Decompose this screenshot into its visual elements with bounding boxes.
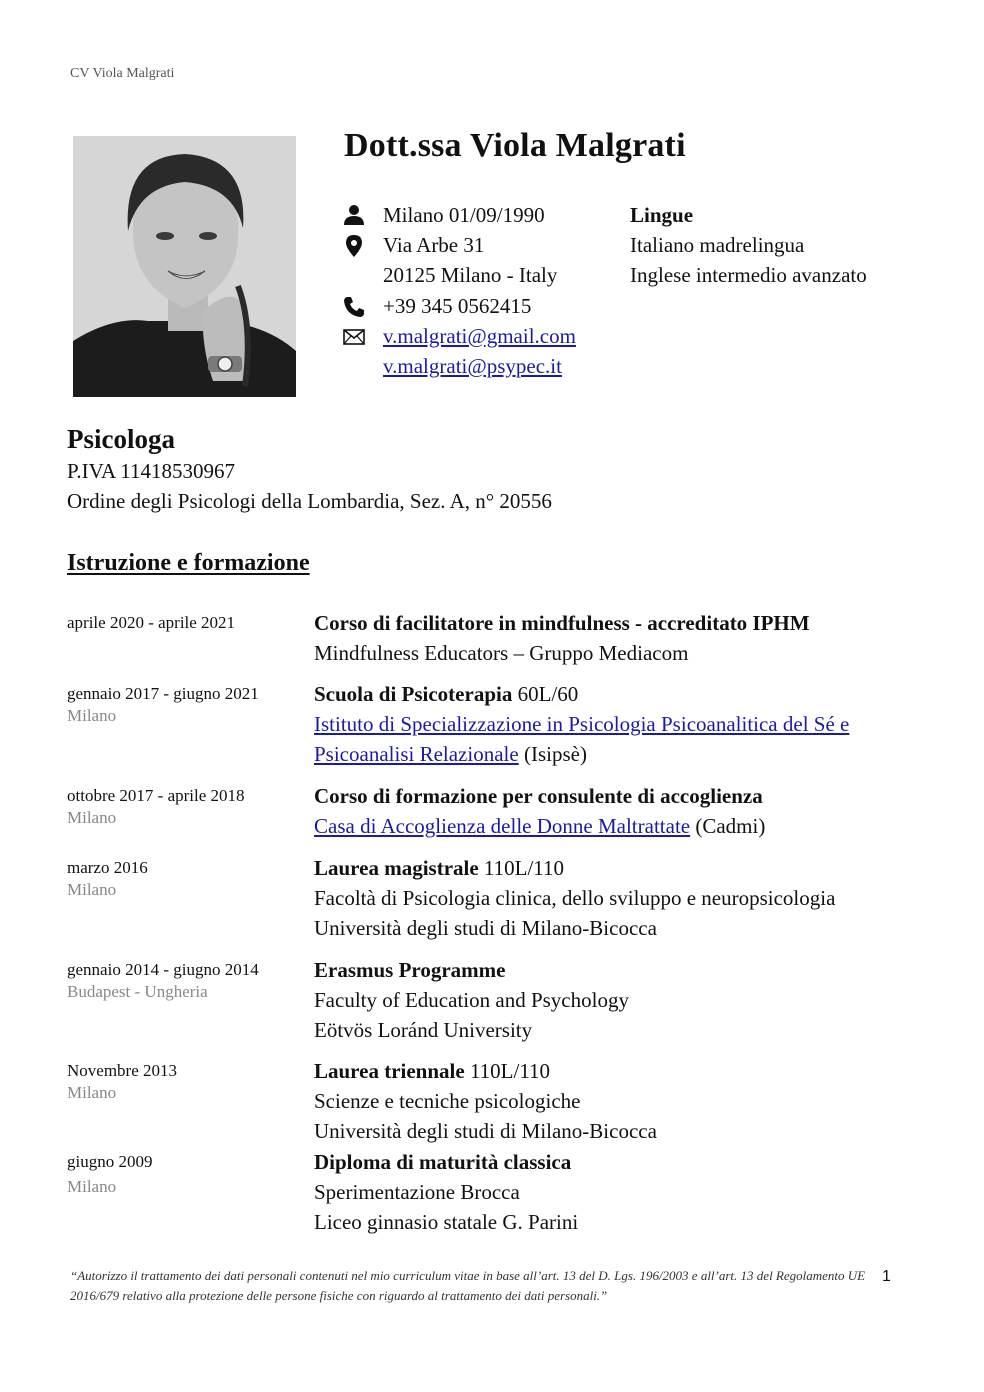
entry-detail: Sperimentazione Brocca — [314, 1180, 520, 1205]
entry-date: marzo 2016 — [67, 858, 148, 877]
languages — [630, 200, 867, 291]
entry-date: giugno 2009 — [67, 1152, 153, 1171]
entry-date: gennaio 2014 - giugno 2014 — [67, 960, 259, 979]
entry-title: Corso di facilitatore in mindfulness - accreditato IPHM — [314, 611, 810, 635]
entry-place: Milano — [67, 1083, 117, 1102]
entry-place: Milano — [67, 808, 117, 827]
entry-institution: Università degli studi di Milano-Bicocca — [314, 916, 657, 941]
privacy-consent-note: “Autorizzo il trattamento dei dati personali contenuti nel mio curriculum vitae in base all’art. 13 del D. Lgs. 196/2003 e all’art. 13 del Regolamento UE 2016/679 relativo alla protezione delle persone fisiche con riguardo al trattamento dei dati personali.” — [70, 1268, 866, 1303]
profession-title: Psicologa — [67, 424, 175, 454]
vat-number: P.IVA 11418530967 — [67, 459, 236, 483]
language-item: Inglese intermedio avanzato — [630, 263, 867, 288]
entry-title: Corso di formazione per consulente di accoglienza — [314, 784, 763, 808]
entry-grade: 110L/110 — [464, 1059, 551, 1083]
birth-row — [340, 200, 576, 230]
institution-link[interactable]: Istituto di Specializzazione in Psicologia Psicoanalitica del Sé e Psicoanalisi Relazionale — [314, 712, 850, 767]
entry-grade: 60L/60 — [512, 682, 579, 706]
institution-abbr: (Isipsè) — [518, 742, 587, 767]
address-line2: 20125 Milano - Italy — [383, 263, 558, 288]
envelope-icon — [342, 325, 366, 349]
person-icon — [342, 204, 366, 228]
entry-institution: Università degli studi di Milano-Bicocca — [314, 1119, 657, 1144]
entry-place: Milano — [67, 706, 117, 725]
profession-block — [67, 422, 552, 516]
entry-detail: Facoltà di Psicologia clinica, dello sviluppo e neuropsicologia — [314, 886, 836, 911]
location-pin-icon — [342, 234, 366, 258]
institution-abbr: (Cadmi) — [690, 814, 766, 839]
email-row-2 — [340, 351, 576, 381]
entry-detail: Mindfulness Educators – Gruppo Mediacom — [314, 641, 689, 666]
entry-title: Erasmus Programme — [314, 958, 506, 982]
entry-title: Laurea magistrale — [314, 856, 479, 880]
entry-date: aprile 2020 - aprile 2021 — [67, 613, 236, 632]
profile-photo — [73, 136, 296, 397]
entry-title: Scuola di Psicoterapia — [314, 682, 513, 706]
phone-row — [340, 291, 576, 321]
entry-place: Milano — [67, 880, 117, 899]
register-number: Ordine degli Psicologi della Lombardia, Sez. A, n° 20556 — [67, 489, 552, 513]
entry-title: Laurea triennale — [314, 1059, 465, 1083]
address-row-2 — [340, 260, 576, 290]
institution-link[interactable]: Casa di Accoglienza delle Donne Maltrattate — [314, 814, 691, 839]
entry-title: Diploma di maturità classica — [314, 1150, 572, 1174]
phone-number: +39 345 0562415 — [383, 293, 532, 318]
email-row — [340, 321, 576, 351]
full-name: Dott.ssa Viola Malgrati — [344, 127, 686, 164]
email-link-psypec[interactable]: v.malgrati@psypec.it — [383, 353, 562, 378]
running-header: CV Viola Malgrati — [70, 66, 175, 81]
entry-detail: Faculty of Education and Psychology — [314, 988, 629, 1013]
entry-date: ottobre 2017 - aprile 2018 — [67, 786, 245, 805]
entry-date: gennaio 2017 - giugno 2021 — [67, 684, 259, 703]
entry-detail: Scienze e tecniche psicologiche — [314, 1089, 581, 1114]
entry-institution: Liceo ginnasio statale G. Parini — [314, 1210, 579, 1235]
languages-title: Lingue — [630, 203, 694, 227]
phone-icon — [342, 295, 366, 319]
entry-grade: 110L/110 — [478, 856, 565, 880]
entry-date: Novembre 2013 — [67, 1061, 178, 1080]
birth-text: Milano 01/09/1990 — [383, 203, 545, 227]
address-line1: Via Arbe 31 — [383, 233, 485, 258]
entry-place: Budapest - Ungheria — [67, 982, 208, 1001]
entry-institution: Eötvös Loránd University — [314, 1018, 533, 1043]
email-link-gmail[interactable]: v.malgrati@gmail.com — [383, 323, 576, 348]
entry-place: Milano — [67, 1177, 117, 1196]
address-row — [340, 230, 576, 260]
page-number: 1 — [882, 1268, 891, 1285]
language-item: Italiano madrelingua — [630, 233, 805, 258]
section-title-education: Istruzione e formazione — [67, 550, 310, 576]
contact-info — [340, 200, 576, 381]
